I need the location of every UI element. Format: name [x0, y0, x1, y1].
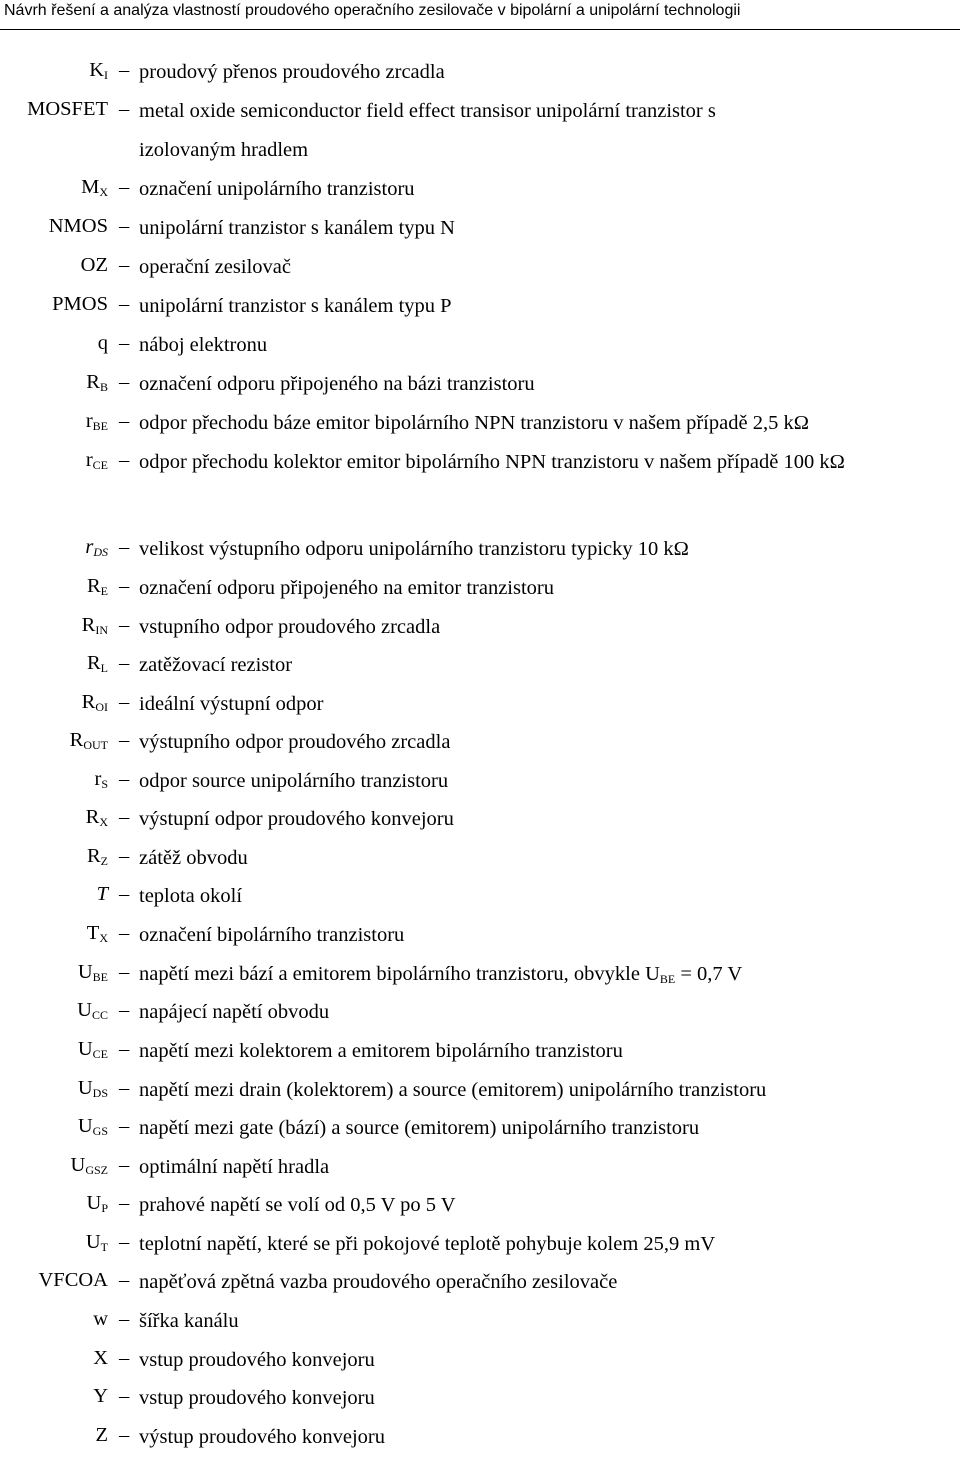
symbol-description: [139, 1379, 939, 1418]
symbol-description: [139, 569, 939, 608]
symbol-base: R: [86, 845, 101, 867]
symbol-subscript: DS: [93, 545, 108, 559]
symbol-subscript: X: [99, 815, 108, 829]
symbol-base: U: [77, 1038, 93, 1060]
symbol-base: K: [89, 59, 104, 81]
separator-dash: –: [119, 1424, 130, 1446]
symbol-base: R: [85, 806, 100, 828]
separator-dash: –: [119, 1347, 130, 1369]
symbol-subscript: P: [101, 1201, 108, 1215]
symbol-description: [139, 1263, 939, 1302]
separator-dash: –: [119, 98, 130, 120]
symbol-base: M: [81, 176, 100, 198]
description-text: zátěž obvodu: [139, 847, 248, 869]
symbol-entry: [0, 443, 960, 477]
symbol: [87, 1186, 109, 1225]
symbol-description: [139, 1071, 939, 1110]
symbol-description: [139, 209, 939, 248]
separator-dash: –: [119, 1038, 130, 1060]
symbol: [85, 530, 108, 569]
symbol-base: T: [86, 922, 100, 944]
symbol-entry: [0, 685, 960, 719]
separator-dash: –: [119, 1269, 130, 1291]
symbol-subscript: X: [99, 931, 108, 945]
description-text: unipolární tranzistor s kanálem typu P: [139, 295, 452, 317]
symbol-base: OZ: [80, 254, 108, 276]
symbol-base: T: [96, 883, 108, 905]
symbol-base: U: [77, 961, 93, 983]
symbol-entry: [0, 723, 960, 757]
symbol-base: PMOS: [52, 293, 108, 315]
symbol-entry: [0, 1225, 960, 1259]
separator-dash: –: [119, 59, 130, 81]
symbol-description: [139, 608, 939, 647]
symbol-entry: [0, 53, 960, 87]
description-text: metal oxide semiconductor field effect transisor unipolární tranzistor s izolovaným hradlem: [139, 100, 716, 161]
symbol: [71, 1148, 108, 1187]
symbol: [39, 1263, 109, 1297]
symbol-description: [139, 1109, 939, 1148]
symbol-subscript: GSZ: [85, 1163, 108, 1177]
symbol-subscript: CC: [91, 1008, 108, 1022]
symbol-description: [139, 1032, 939, 1071]
symbol-base: VFCOA: [38, 1269, 108, 1291]
symbol-entry: [0, 993, 960, 1027]
symbol-entry: [0, 1032, 960, 1066]
symbol-entry: [0, 1148, 960, 1182]
description-text: odpor přechodu báze emitor bipolárního NPN tranzistoru v našem případě 2,5 kΩ: [139, 412, 809, 434]
description-text: prahové napětí se volí od 0,5 V po 5 V: [139, 1194, 456, 1216]
symbol-description: [139, 800, 939, 839]
description-text: zatěžovací rezistor: [139, 654, 293, 676]
running-header-title: Návrh řešení a analýza vlastností proudového operačního zesilovače v bipolární a unipolární technologii: [4, 2, 741, 19]
symbol-base: U: [77, 1115, 93, 1137]
separator-dash: –: [119, 1231, 130, 1253]
symbol: [87, 839, 108, 878]
symbol: [86, 443, 108, 482]
symbol-entry: [0, 916, 960, 950]
description-text: teplota okolí: [139, 885, 243, 907]
separator-dash: –: [119, 1154, 130, 1176]
separator-dash: –: [119, 1385, 130, 1407]
separator-dash: –: [119, 176, 130, 198]
separator-dash: –: [119, 371, 130, 393]
description-text: označení odporu připojeného na bázi tranzistoru: [139, 373, 535, 395]
description-subscript: BE: [659, 972, 676, 986]
symbol-subscript: BE: [92, 419, 108, 433]
symbol: [49, 209, 108, 243]
symbol: [70, 723, 108, 762]
symbol-entry: [0, 877, 960, 911]
symbol: [86, 800, 108, 839]
symbol-entry: [0, 569, 960, 603]
symbol-base: NMOS: [48, 215, 108, 237]
symbol-entry: [0, 608, 960, 642]
symbol-description: [139, 248, 939, 287]
symbol-subscript: GS: [92, 1124, 108, 1138]
description-text: výstupního odpor proudového zrcadla: [139, 731, 451, 753]
description-text: teplotní napětí, které se při pokojové teplotě pohybuje kolem 25,9 mV: [139, 1233, 716, 1255]
symbol-base: r: [85, 536, 94, 558]
symbol: [93, 1302, 108, 1336]
symbol-description: [139, 92, 799, 170]
symbol-base: Y: [93, 1385, 108, 1407]
symbol: [93, 1341, 108, 1375]
symbol: [86, 365, 108, 404]
symbol-entry: [0, 170, 960, 204]
description-text: odpor source unipolárního tranzistoru: [139, 770, 449, 792]
symbol-entry: [0, 1263, 960, 1297]
symbol-description: [139, 1148, 939, 1187]
symbol-base: U: [77, 999, 92, 1021]
symbol-subscript: CE: [92, 1047, 108, 1061]
symbol-entry: [0, 1302, 960, 1336]
separator-dash: –: [119, 332, 130, 354]
description-text: napěťová zpětná vazba proudového operačního zesilovače: [139, 1271, 618, 1293]
symbol: [93, 1379, 108, 1413]
symbol-subscript: X: [99, 185, 108, 199]
symbol-base: q: [97, 332, 108, 354]
separator-dash: –: [119, 999, 130, 1021]
symbol-base: R: [81, 614, 96, 636]
symbol-description: [139, 877, 939, 916]
symbol-base: r: [85, 410, 93, 432]
symbol: [97, 877, 108, 911]
symbol-subscript: CE: [92, 458, 108, 472]
symbol-entry: [0, 209, 960, 243]
symbol-base: R: [69, 729, 84, 751]
symbol-subscript: S: [101, 777, 108, 791]
separator-dash: –: [119, 215, 130, 237]
symbol: [27, 92, 108, 126]
symbol-base: U: [77, 1077, 93, 1099]
symbol-description: [139, 443, 899, 482]
separator-dash: –: [119, 1192, 130, 1214]
symbol-subscript: OUT: [83, 738, 108, 752]
symbol-entry: [0, 1109, 960, 1143]
description-text: označení odporu připojeného na emitor tranzistoru: [139, 577, 554, 599]
symbol-description: [139, 685, 939, 724]
symbol-description: [139, 839, 939, 878]
symbol: [81, 248, 108, 282]
separator-dash: –: [119, 768, 130, 790]
separator-dash: –: [119, 883, 130, 905]
symbol-subscript: Z: [100, 854, 108, 868]
symbol: [78, 1032, 108, 1071]
symbol-entry: [0, 800, 960, 834]
symbol: [87, 569, 108, 608]
symbol-base: R: [86, 652, 101, 674]
description-text: proudový přenos proudového zrcadla: [139, 61, 445, 83]
description-text: ideální výstupní odpor: [139, 693, 324, 715]
symbol-base: U: [86, 1192, 102, 1214]
symbol: [82, 685, 108, 724]
symbol-description: [139, 287, 939, 326]
symbol-entry: [0, 955, 960, 989]
separator-dash: –: [119, 1077, 130, 1099]
separator-dash: –: [119, 961, 130, 983]
description-text: označení unipolárního tranzistoru: [139, 178, 415, 200]
symbol-entry: [0, 1379, 960, 1413]
symbol: [87, 646, 108, 685]
description-text: vstupního odpor proudového zrcadla: [139, 616, 441, 638]
description-text: napětí mezi bází a emitorem bipolárního tranzistoru, obvykle U: [139, 963, 660, 985]
description-text: výstupní odpor proudového konvejoru: [139, 808, 454, 830]
symbol-subscript: L: [100, 661, 108, 675]
symbol-subscript: BE: [92, 970, 108, 984]
separator-dash: –: [119, 1115, 130, 1137]
description-text-tail: = 0,7 V: [675, 963, 743, 985]
running-header: [0, 0, 960, 30]
symbol-description: [139, 916, 939, 955]
symbol: [77, 993, 108, 1032]
description-text: vstup proudového konvejoru: [139, 1349, 375, 1371]
description-text: napájecí napětí obvodu: [139, 1001, 330, 1023]
symbol-entry: [0, 287, 960, 321]
symbol-entry: [0, 839, 960, 873]
symbol-entry: [0, 762, 960, 796]
separator-dash: –: [119, 845, 130, 867]
symbol-base: r: [85, 449, 93, 471]
separator-dash: –: [119, 922, 130, 944]
symbol-base: U: [70, 1154, 86, 1176]
symbol-subscript: OI: [95, 700, 108, 714]
symbol: [52, 287, 108, 321]
symbol-base: w: [93, 1308, 108, 1330]
symbol: [98, 326, 108, 360]
symbol-entry: [0, 92, 960, 161]
symbol-entry: [0, 530, 960, 564]
description-text: odpor přechodu kolektor emitor bipolárního NPN tranzistoru v našem případě 100 kΩ: [139, 451, 845, 473]
symbol-description: [139, 762, 939, 801]
separator-dash: –: [119, 729, 130, 751]
separator-dash: –: [119, 806, 130, 828]
separator-dash: –: [119, 293, 130, 315]
symbol-base: X: [93, 1347, 108, 1369]
symbol-description: [139, 530, 939, 569]
separator-dash: –: [119, 1308, 130, 1330]
symbol-description: [139, 1341, 939, 1380]
separator-dash: –: [119, 614, 130, 636]
symbol-description: [139, 326, 939, 365]
description-text: výstup proudového konvejoru: [139, 1426, 385, 1448]
description-text: náboj elektronu: [139, 334, 268, 356]
symbol-description: [139, 170, 939, 209]
symbol-description: [139, 404, 939, 443]
description-text: napětí mezi kolektorem a emitorem bipolárního tranzistoru: [139, 1040, 623, 1062]
symbol-base: U: [85, 1231, 101, 1253]
symbol-entry: [0, 1418, 960, 1452]
symbol-entry: [0, 404, 960, 438]
description-text: vstup proudového konvejoru: [139, 1387, 375, 1409]
description-text: napětí mezi drain (kolektorem) a source (emitorem) unipolárního tranzistoru: [139, 1079, 767, 1101]
separator-dash: –: [119, 410, 130, 432]
symbol-description: [139, 1225, 939, 1264]
symbol-base: r: [94, 768, 102, 790]
symbol-subscript: DS: [92, 1086, 108, 1100]
symbol-entry: [0, 1186, 960, 1220]
symbol: [87, 916, 108, 955]
symbol-description: [139, 53, 939, 92]
symbol-entry: [0, 248, 960, 282]
description-text: velikost výstupního odporu unipolárního tranzistoru typicky 10 kΩ: [139, 538, 689, 560]
separator-dash: –: [119, 652, 130, 674]
description-text: napětí mezi gate (bází) a source (emitorem) unipolárního tranzistoru: [139, 1117, 700, 1139]
separator-dash: –: [119, 449, 130, 471]
symbol: [86, 404, 108, 443]
symbol-subscript: T: [100, 1240, 108, 1254]
symbol: [94, 762, 108, 801]
description-text: označení bipolárního tranzistoru: [139, 924, 405, 946]
symbol-subscript: IN: [95, 623, 108, 637]
symbol-description: [139, 365, 939, 404]
separator-dash: –: [119, 536, 130, 558]
description-text: unipolární tranzistor s kanálem typu N: [139, 217, 455, 239]
symbol-description: [139, 646, 939, 685]
separator-dash: –: [119, 575, 130, 597]
separator-dash: –: [119, 691, 130, 713]
symbol: [82, 608, 108, 647]
symbol-subscript: I: [104, 68, 108, 82]
symbol-base: R: [86, 371, 100, 393]
symbol: [81, 170, 108, 209]
symbol-base: R: [86, 575, 101, 597]
symbol: [78, 1109, 108, 1148]
symbol-description: [139, 1186, 939, 1225]
symbol-description: [139, 993, 939, 1032]
separator-dash: –: [119, 254, 130, 276]
description-text: šířka kanálu: [139, 1310, 239, 1332]
symbol-entry: [0, 365, 960, 399]
symbol-base: R: [81, 691, 96, 713]
description-text: operační zesilovač: [139, 256, 291, 278]
symbol-description: [139, 1418, 939, 1457]
symbol-entry: [0, 646, 960, 680]
symbol-entry: [0, 1341, 960, 1375]
symbol-description: [139, 723, 939, 762]
symbol: [95, 1418, 108, 1452]
symbol-subscript: E: [100, 584, 108, 598]
symbol-base: Z: [95, 1424, 108, 1446]
symbol-base: MOSFET: [27, 98, 108, 120]
symbol: [89, 53, 108, 92]
symbol-entry: [0, 326, 960, 360]
symbol: [86, 1225, 108, 1264]
description-text: optimální napětí hradla: [139, 1156, 330, 1178]
symbol: [78, 1071, 108, 1110]
symbol-subscript: B: [99, 380, 108, 394]
symbol-entry: [0, 1071, 960, 1105]
symbol-description: [139, 1302, 939, 1341]
symbol: [78, 955, 108, 994]
